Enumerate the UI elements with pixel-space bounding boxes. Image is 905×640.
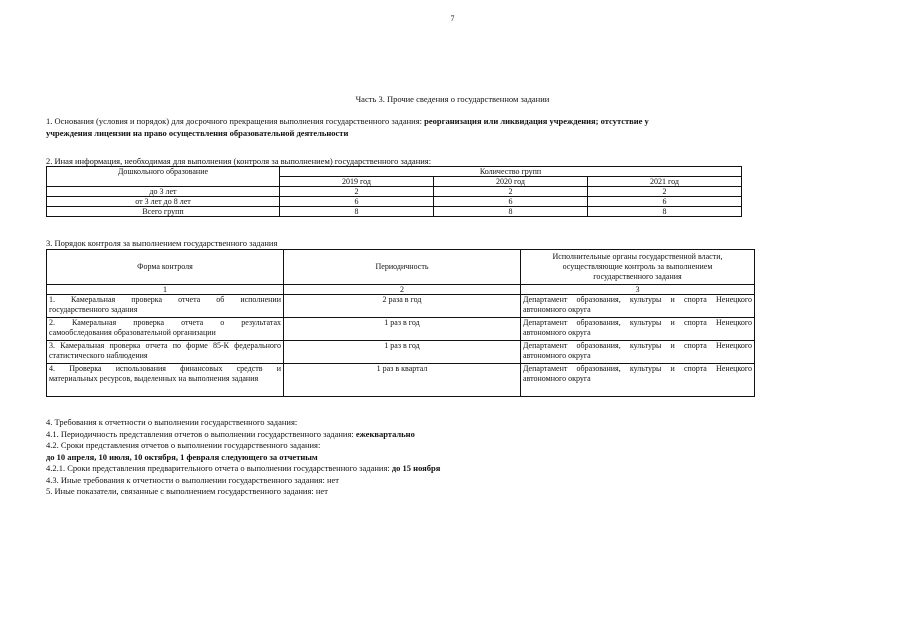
- p41-value: ежеквартально: [355, 428, 415, 439]
- control-header-period: Периодичность: [284, 250, 521, 285]
- row-label: от 3 лет до 8 лет: [47, 197, 280, 207]
- section4-heading: 4. Требования к отчетности о выполнении государственного задания:: [46, 417, 298, 427]
- row-label: Всего групп: [47, 207, 280, 217]
- p42-value: до 10 апреля, 10 июля, 10 октября, 1 февраля следующего за отчетным: [46, 451, 318, 462]
- year-header: 2021 год: [588, 177, 742, 187]
- cell-value: 6: [434, 197, 588, 207]
- control-period: 2 раза в год: [284, 295, 521, 318]
- cell-value: 8: [280, 207, 434, 217]
- table-row: [47, 318, 755, 341]
- column-number: 3: [521, 285, 755, 295]
- section1-bold1: реорганизация или ликвидация учреждения; отсутствие у: [424, 116, 649, 126]
- cell-value: 6: [588, 197, 742, 207]
- control-period: 1 раз в год: [284, 341, 521, 364]
- control-body: Департамент образования, культуры и спорта Ненецкого автономного округа: [521, 318, 755, 341]
- control-header-form: Форма контроля: [47, 250, 284, 285]
- cell-value: 2: [280, 187, 434, 197]
- control-body: Департамент образования, культуры и спорта Ненецкого автономного округа: [521, 364, 755, 397]
- year-header: 2019 год: [280, 177, 434, 187]
- column-number: 1: [47, 285, 284, 295]
- table-row: [47, 364, 755, 397]
- control-form: 2. Камеральная проверка отчета о результатах самообследования образовательной организации: [47, 318, 284, 341]
- control-header-body: Исполнительные органы государственной власти, осуществляющие контроль за выполнением государственного задания: [521, 250, 755, 285]
- p421-value: до 15 ноября: [391, 463, 441, 473]
- p42: 4.2. Сроки представления отчетов о выполнении государственного задания:: [46, 440, 321, 450]
- column-number: 2: [284, 285, 521, 295]
- section3-heading: 3. Порядок контроля за выполнением государственного задания: [46, 238, 278, 248]
- page-number: 7: [450, 14, 455, 23]
- row-label: до 3 лет: [47, 187, 280, 197]
- cell-value: 2: [434, 187, 588, 197]
- control-body: Департамент образования, культуры и спорта Ненецкого автономного округа: [521, 295, 755, 318]
- p5: 5. Иные показатели, связанные с выполнением государственного задания: нет: [46, 486, 328, 496]
- part-title: Часть 3. Прочие сведения о государственном задании: [355, 94, 550, 104]
- section2-heading: 2. Иная информация, необходимая для выполнения (контроля за выполнением) государственного задания:: [46, 156, 432, 166]
- control-table: [46, 249, 755, 397]
- p41-lead: 4.1. Периодичность представления отчетов о выполнении государственного задания:: [46, 428, 356, 439]
- cell-value: 6: [280, 197, 434, 207]
- table-row: [47, 197, 742, 207]
- groups-group-header: Количество групп: [280, 167, 742, 177]
- table-row: [47, 341, 755, 364]
- cell-value: 8: [588, 207, 742, 217]
- groups-col0-header: Дошкольного образование: [47, 167, 280, 187]
- year-header: 2020 год: [434, 177, 588, 187]
- table-row: [47, 207, 742, 217]
- section4: [46, 417, 440, 498]
- control-form: 1. Камеральная проверка отчета об исполнении государственного задания: [47, 295, 284, 318]
- section1-lead: 1. Основания (условия и порядок) для досрочного прекращения выполнения государственного задания:: [46, 116, 425, 126]
- control-form: 3. Камеральная проверка отчета по форме 85-К федерального статистического наблюдения: [47, 341, 284, 364]
- groups-table: [46, 166, 742, 217]
- section1-bold2: учреждения лицензии на право осуществления образовательной деятельности: [46, 127, 349, 138]
- control-period: 1 раз в год: [284, 318, 521, 341]
- control-body: Департамент образования, культуры и спорта Ненецкого автономного округа: [521, 341, 755, 364]
- p421-lead: 4.2.1. Сроки представления предварительного отчета о выполнении государственного задания:: [46, 463, 392, 473]
- p43: 4.3. Иные требования к отчетности о выполнении государственного задания: нет: [46, 474, 339, 485]
- cell-value: 2: [588, 187, 742, 197]
- table-row: [47, 187, 742, 197]
- cell-value: 8: [434, 207, 588, 217]
- section1: [46, 116, 649, 139]
- control-form: 4. Проверка использования финансовых средств и материальных ресурсов, выделенных на выполнения задания: [47, 364, 284, 397]
- control-period: 1 раз в квартал: [284, 364, 521, 397]
- table-row: [47, 295, 755, 318]
